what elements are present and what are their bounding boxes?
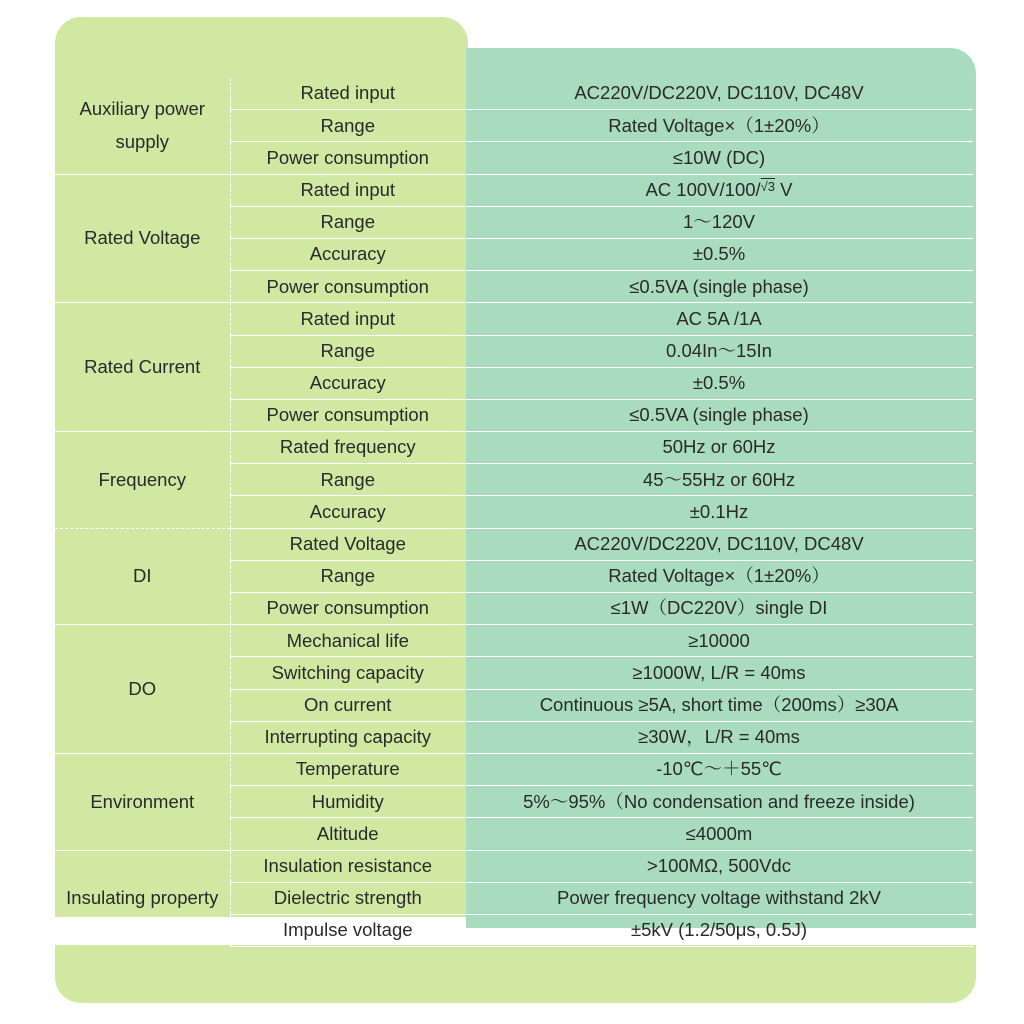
param-cell: Accuracy (230, 238, 465, 270)
param-cell: Rated input (230, 174, 465, 206)
param-cell: Rated frequency (230, 432, 465, 464)
category-di: DI (55, 528, 230, 625)
value-cell: AC220V/DC220V, DC110V, DC48V (465, 78, 973, 110)
category-insulating-property: Insulating property (55, 850, 230, 947)
value-cell: 5%～95%（No condensation and freeze inside) (465, 786, 973, 818)
value-cell: ±0.5% (465, 238, 973, 270)
param-cell: Power consumption (230, 271, 465, 303)
value-cell: ≤10W (DC) (465, 142, 973, 174)
param-cell: Temperature (230, 753, 465, 785)
value-cell: -10℃～＋55℃ (465, 753, 973, 785)
value-cell: 45～55Hz or 60Hz (465, 464, 973, 496)
category-do: DO (55, 625, 230, 754)
value-cell (465, 174, 973, 206)
param-cell: Range (230, 206, 465, 238)
value-cell: ≤0.5VA (single phase) (465, 399, 973, 431)
param-cell: Rated input (230, 303, 465, 335)
param-cell: Impulse voltage (230, 914, 465, 946)
value-cell: >100MΩ, 500Vdc (465, 850, 973, 882)
param-cell: Power consumption (230, 593, 465, 625)
value-cell: Continuous ≥5A, short time（200ms）≥30A (465, 689, 973, 721)
param-cell: Range (230, 560, 465, 592)
sqrt-three: √3 (760, 178, 776, 194)
value-cell: Rated Voltage×（1±20%） (465, 560, 973, 592)
table-row (55, 432, 973, 464)
category-auxiliary-power-supply: Auxiliary power supply (55, 78, 230, 174)
param-cell: Power consumption (230, 399, 465, 431)
value-cell: ±0.1Hz (465, 496, 973, 528)
footer-panel (55, 945, 976, 1003)
category-rated-voltage: Rated Voltage (55, 174, 230, 303)
param-cell: Insulation resistance (230, 850, 465, 882)
param-cell: Switching capacity (230, 657, 465, 689)
param-cell: Dielectric strength (230, 882, 465, 914)
param-cell: Humidity (230, 786, 465, 818)
table-row (55, 303, 973, 335)
value-cell: AC 5A /1A (465, 303, 973, 335)
param-cell: On current (230, 689, 465, 721)
value-cell: ≤1W（DC220V）single DI (465, 593, 973, 625)
value-cell: 1～120V (465, 206, 973, 238)
value-cell: ≥30W，L/R = 40ms (465, 721, 973, 753)
param-cell: Interrupting capacity (230, 721, 465, 753)
table-row (55, 528, 973, 560)
value-cell: ±5kV (1.2/50μs, 0.5J) (465, 914, 973, 946)
value-cell: ≤0.5VA (single phase) (465, 271, 973, 303)
value-cell: ≥10000 (465, 625, 973, 657)
value-cell: Rated Voltage×（1±20%） (465, 110, 973, 142)
value-cell: AC220V/DC220V, DC110V, DC48V (465, 528, 973, 560)
value-cell: 50Hz or 60Hz (465, 432, 973, 464)
table-row (55, 850, 973, 882)
table-row (55, 625, 973, 657)
param-cell: Accuracy (230, 496, 465, 528)
param-cell: Accuracy (230, 367, 465, 399)
value-suffix: V (775, 178, 793, 200)
value-cell: ≥1000W, L/R = 40ms (465, 657, 973, 689)
spec-table (55, 78, 973, 947)
param-cell: Rated input (230, 78, 465, 110)
value-prefix: AC 100V/100/ (645, 178, 761, 200)
category-environment: Environment (55, 753, 230, 850)
table-row (55, 78, 973, 110)
category-rated-current: Rated Current (55, 303, 230, 432)
param-cell: Altitude (230, 818, 465, 850)
param-cell: Power consumption (230, 142, 465, 174)
param-cell: Rated Voltage (230, 528, 465, 560)
param-cell: Range (230, 335, 465, 367)
value-cell: ≤4000m (465, 818, 973, 850)
value-cell: Power frequency voltage withstand 2kV (465, 882, 973, 914)
param-cell: Range (230, 464, 465, 496)
param-cell: Mechanical life (230, 625, 465, 657)
param-cell: Range (230, 110, 465, 142)
value-cell: 0.04In～15In (465, 335, 973, 367)
category-frequency: Frequency (55, 432, 230, 529)
table-row (55, 174, 973, 206)
table-row (55, 753, 973, 785)
value-cell: ±0.5% (465, 367, 973, 399)
